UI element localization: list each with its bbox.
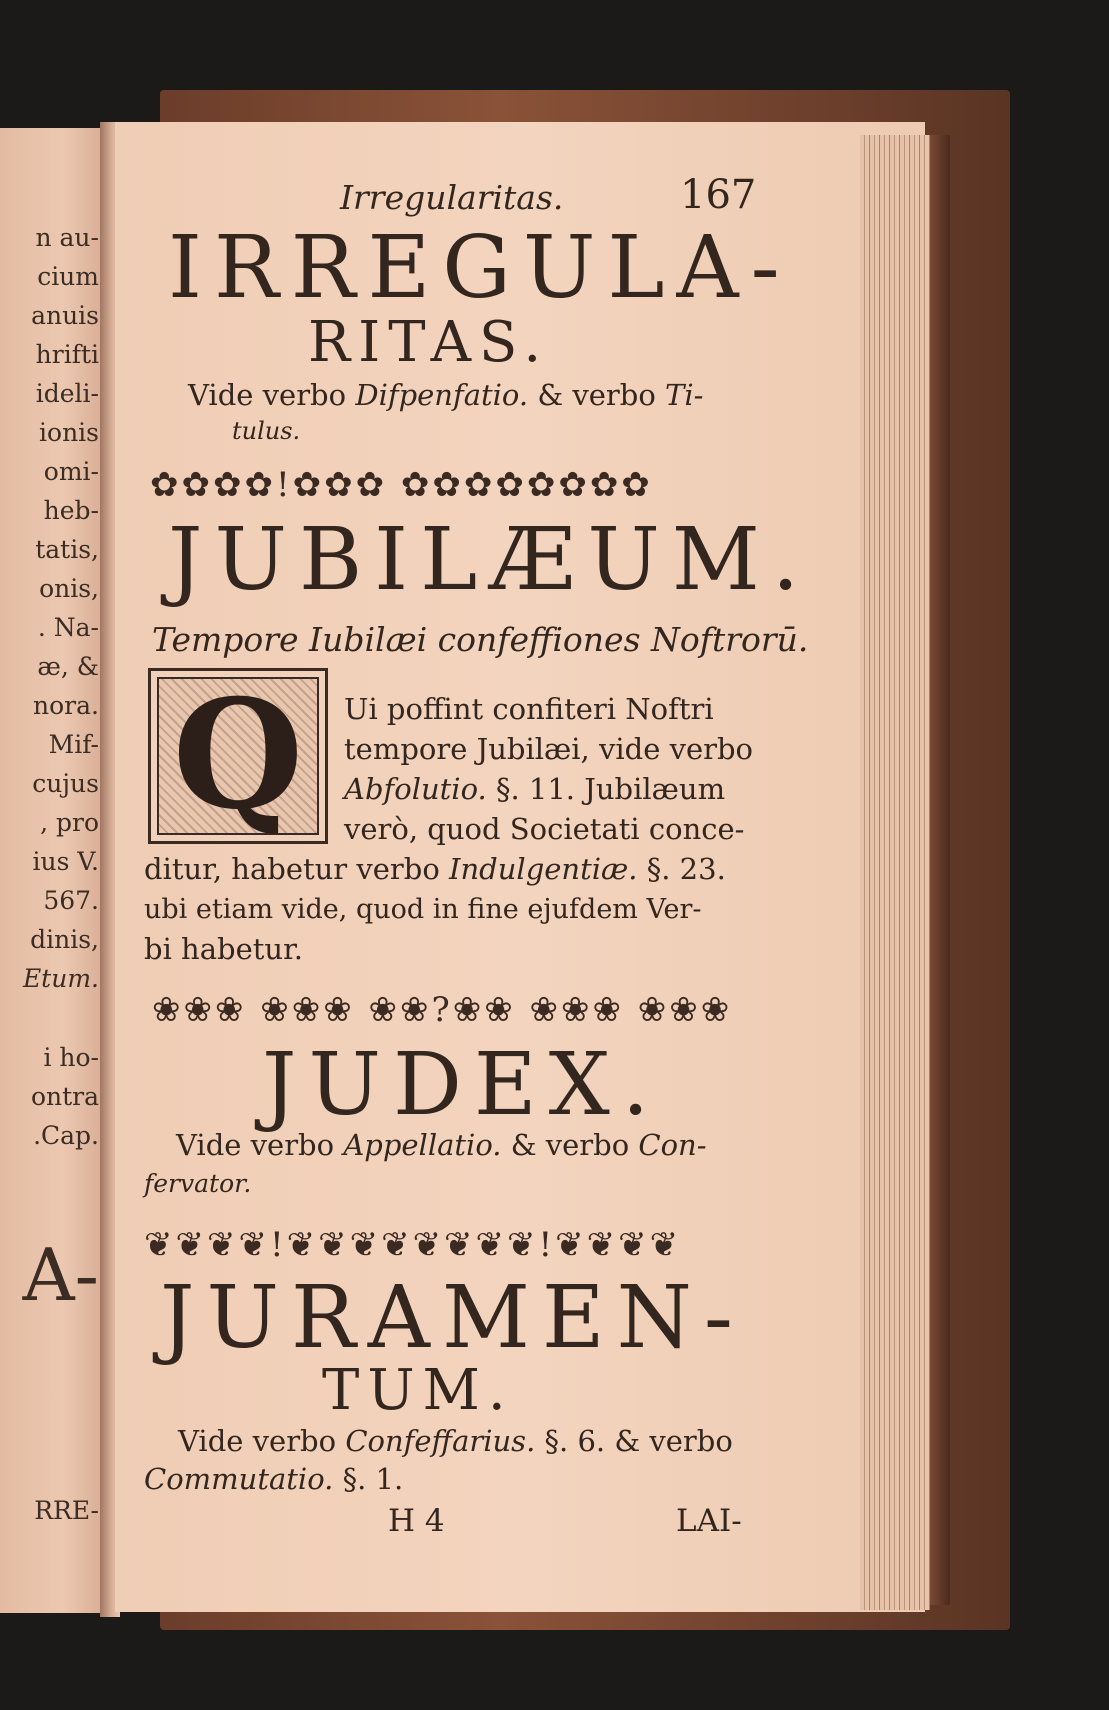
- ornament-row: ✿✿✿✿!✿✿✿ ✿✿✿✿✿✿✿✿: [150, 465, 653, 505]
- left-fragment: ontra: [30, 1082, 99, 1111]
- cover-edge: [930, 135, 950, 1605]
- page-edges: [860, 135, 930, 1610]
- catchword: LAI-: [676, 1503, 742, 1539]
- left-fragment: Mif-: [48, 730, 99, 759]
- heading-jubilaeum: JUBILÆUM.: [168, 510, 812, 610]
- heading-juramentum-2: TUM.: [322, 1358, 514, 1423]
- running-head: Irregularitas.: [340, 178, 564, 217]
- jubilaeum-line-4: verò, quod Societati conce-: [344, 812, 745, 846]
- left-fragment: i ho-: [43, 1043, 99, 1072]
- heading-judex: JUDEX.: [262, 1035, 662, 1135]
- judex-line-2: fervator.: [144, 1169, 252, 1198]
- left-fragment: tatis,: [35, 535, 99, 564]
- left-fragment: . Na-: [37, 613, 99, 642]
- irregularitas-line-2: tulus.: [232, 417, 301, 445]
- jubilaeum-line-7: bi habetur.: [144, 932, 303, 966]
- judex-line-1: Vide verbo Appellatio. & verbo Con-: [176, 1128, 707, 1162]
- decorated-initial: [148, 668, 328, 844]
- page-number: 167: [680, 172, 757, 218]
- jubilaeum-subtitle: Tempore Iubilæi confeffiones Noftrorū.: [152, 620, 809, 659]
- left-fragment: cujus: [32, 769, 99, 798]
- left-fragment: , pro: [40, 808, 99, 837]
- juramentum-line-2: Commutatio. §. 1.: [144, 1462, 404, 1496]
- left-fragment: ideli-: [35, 379, 99, 408]
- left-fragment: æ, &: [37, 652, 99, 681]
- jubilaeum-line-2: tempore Jubilæi, vide verbo: [344, 732, 754, 766]
- left-fragment: onis,: [39, 574, 99, 603]
- ornament-row: ❦❦❦❦!❦❦❦❦❦❦❦❦!❦❦❦❦: [144, 1225, 682, 1265]
- left-fragment: n au-: [35, 223, 99, 252]
- irregularitas-line-1: Vide verbo Difpenfatio. & verbo Ti-: [188, 378, 704, 412]
- heading-irregularitas-2: RITAS.: [308, 310, 550, 375]
- jubilaeum-line-6: ubi etiam vide, quod in fine ejufdem Ver-: [144, 894, 702, 925]
- left-fragment: .Cap.: [33, 1121, 99, 1150]
- initial-letter: Q: [172, 667, 304, 843]
- left-fragment: dinis,: [30, 925, 99, 954]
- left-fragment: omi-: [43, 457, 99, 486]
- left-fragment: cium: [37, 262, 99, 291]
- left-fragment: nora.: [33, 691, 99, 720]
- left-fragment: anuis: [31, 301, 99, 330]
- juramentum-line-1: Vide verbo Confeffarius. §. 6. & verbo: [178, 1424, 733, 1458]
- jubilaeum-line-3: Abfolutio. §. 11. Jubilæum: [344, 772, 726, 806]
- left-fragment: A-: [22, 1233, 99, 1317]
- left-fragment: ius V.: [32, 847, 99, 876]
- heading-irregularitas-1: IRREGULA-: [168, 218, 792, 318]
- heading-juramentum-1: JURAMEN-: [160, 1268, 745, 1368]
- left-fragment: ionis: [39, 418, 99, 447]
- left-fragment: RRE-: [34, 1496, 99, 1525]
- ornament-row: ❀❀❀ ❀❀❀ ❀❀?❀❀ ❀❀❀ ❀❀❀: [152, 990, 733, 1030]
- left-fragment: heb-: [43, 496, 99, 525]
- jubilaeum-line-1: Ui poffint confiteri Noftri: [344, 692, 714, 726]
- left-page: [0, 128, 105, 1613]
- left-fragment: 567.: [43, 886, 99, 915]
- left-fragment: hrifti: [35, 340, 99, 369]
- signature-mark: H 4: [388, 1503, 445, 1539]
- jubilaeum-line-5: ditur, habetur verbo Indulgentiæ. §. 23.: [144, 852, 726, 886]
- left-fragment: Etum.: [22, 964, 99, 993]
